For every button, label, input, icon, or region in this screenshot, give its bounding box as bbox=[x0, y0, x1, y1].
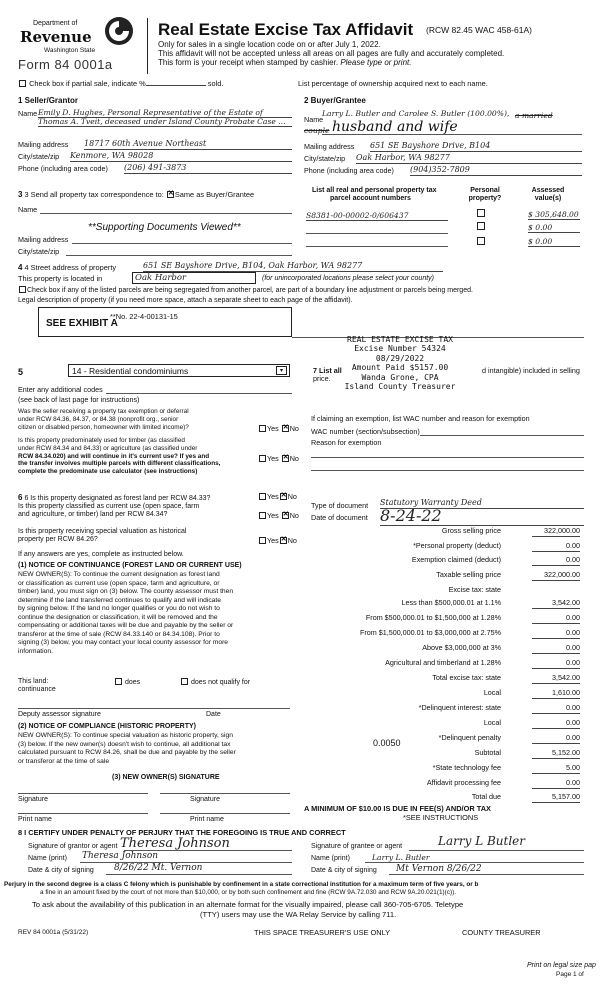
grantor-date-city[interactable]: 8/26/22 Mt. Vernon bbox=[114, 863, 203, 873]
sec3-city-line[interactable] bbox=[66, 255, 292, 256]
owner-print-label-2: Print name bbox=[190, 816, 224, 823]
sec3-city-label: City/state/zip bbox=[18, 247, 60, 256]
buyer-phone[interactable]: (904)352-7809 bbox=[410, 165, 582, 176]
grantor-date-label: Date & city of signing bbox=[28, 867, 94, 874]
exemption-yes-checkbox[interactable] bbox=[259, 425, 266, 432]
stamp-line-5: Wanda Grone, CPA bbox=[361, 372, 439, 382]
wac-reason-line[interactable] bbox=[311, 457, 584, 458]
sec7-label-c: d intangible) included in selling bbox=[482, 366, 580, 375]
wac-number-line[interactable] bbox=[420, 435, 584, 436]
this-land-label: This land: continuance bbox=[18, 678, 56, 694]
page-number: Page 1 of bbox=[556, 971, 584, 978]
located-label: This property is located in bbox=[18, 274, 103, 283]
seller-phone-label: Phone (including area code) bbox=[18, 164, 108, 173]
wac-heading: If claiming an exemption, list WAC number and reason for exemption bbox=[311, 414, 530, 423]
calc-row-value[interactable]: 3,542.00 bbox=[532, 674, 580, 684]
buyer-phone-label: Phone (including area code) bbox=[304, 166, 394, 175]
seller-city[interactable]: Kenmore, WA 98028 bbox=[70, 151, 292, 162]
timber-question: Is this property predominately used for timber (as classified under RCW 84.34 and 84.33) or agriculture (as classified under RCW 84.34.020) and will continue in it's current use? If yes and the transfer involves multiple parcels with different classifications, complete the predominate use calculator (see instructions) bbox=[18, 437, 221, 476]
doc-date[interactable]: 8-24-22 bbox=[380, 506, 584, 526]
print-legal-note: Print on legal size pap bbox=[527, 962, 596, 969]
calc-row-value[interactable]: 0.00 bbox=[532, 542, 580, 552]
sec7-label-b: price. bbox=[313, 374, 331, 383]
notice-compliance-heading: (2) NOTICE OF COMPLIANCE (HISTORIC PROPERTY) bbox=[18, 723, 196, 730]
seller-name-2[interactable]: Thomas A. Tveit, deceased under Island County Probate Case ... bbox=[38, 117, 292, 127]
calc-row-value[interactable]: 0.00 bbox=[532, 629, 580, 639]
grantor-name[interactable]: Theresa Johnson bbox=[82, 851, 159, 861]
timber-yes-checkbox[interactable] bbox=[259, 455, 266, 462]
seller-name-1[interactable]: Emily D. Hughes, Personal Representative of the Estate of bbox=[38, 108, 292, 118]
deputy-label: Deputy assessor signature bbox=[18, 711, 101, 718]
buyer-mailing[interactable]: 651 SE Bayshore Drive, B104 bbox=[370, 141, 582, 152]
grantee-signature[interactable]: Larry L Butler bbox=[438, 834, 526, 848]
exemption-question: Was the seller receiving a property tax exemption or deferral under RCW 84.36, 84.37, or 84.38 (nonprofit org., senior citizen or disabled person, homeowner with limited income)? bbox=[18, 408, 189, 431]
perjury-line-2: a fine in an amount fixed by the court of not more than $10,000, or by both such confinement and fine (RCW 9A.72.030 and RCW 9A.20.021(1)(c)). bbox=[40, 889, 456, 896]
sec7-label-a: 7 List all bbox=[313, 366, 342, 375]
calc-row-value[interactable]: 0.00 bbox=[532, 556, 580, 566]
owner-sig-line-1[interactable] bbox=[18, 793, 148, 794]
assessed-value-3[interactable]: $ 0.00 bbox=[528, 237, 580, 247]
wac-reason-label: Reason for exemption bbox=[311, 438, 382, 447]
header-note-3: This form is your receipt when stamped by cashier. Please type or print. bbox=[158, 58, 412, 67]
calc-row-label: Local bbox=[483, 688, 501, 697]
wac-number-label: WAC number (section/subsection) bbox=[311, 427, 420, 436]
buyer-strike-2: couple bbox=[304, 126, 330, 135]
personal-checkbox-3[interactable] bbox=[477, 237, 485, 245]
ownership-note: List percentage of ownership acquired next to each name. bbox=[298, 79, 488, 88]
minimum-fee-note: A MINIMUM OF $10.00 IS DUE IN FEE(S) AND/OR TAX bbox=[304, 804, 491, 813]
local-rate: 0.0050 bbox=[373, 738, 401, 748]
exemption-yes-no: Yes ✕ No bbox=[258, 425, 299, 434]
timber-no-checkbox[interactable] bbox=[282, 455, 289, 462]
current-use-yes-checkbox[interactable] bbox=[259, 512, 266, 519]
does-not-checkbox[interactable] bbox=[181, 678, 188, 685]
grantor-name-label: Name (print) bbox=[28, 855, 67, 862]
doc-type[interactable]: Statutory Warranty Deed bbox=[380, 498, 584, 509]
grantor-sig-label: Signature of grantor or agent bbox=[28, 843, 118, 850]
seller-mailing[interactable]: 18717 60th Avenue Northeast bbox=[84, 139, 292, 150]
unincorporated-note: (for unincorporated locations please select your county) bbox=[262, 275, 434, 282]
deputy-line[interactable] bbox=[18, 708, 290, 709]
calc-row-value[interactable]: 0.00 bbox=[532, 779, 580, 789]
buyer-city-label: City/state/zip bbox=[304, 154, 346, 163]
parcel-line-3[interactable] bbox=[306, 246, 448, 247]
calc-row-label: Agricultural and timberland at 1.28% bbox=[385, 658, 501, 667]
calc-row-label: Subtotal bbox=[474, 748, 501, 757]
segregated-row: Check box if any of the listed parcels are being segregated from another parcel, are part of a boundary line adjustment or parcels being merged. bbox=[18, 286, 473, 295]
forest-no-checkbox[interactable] bbox=[280, 493, 287, 500]
form-title: Real Estate Excise Tax Affidavit bbox=[158, 20, 414, 39]
grantee-name-line[interactable] bbox=[365, 862, 584, 863]
calc-row-label: Less than $500,000.01 at 1.1% bbox=[401, 598, 501, 607]
sec3-name-line[interactable] bbox=[40, 213, 292, 214]
timber-yes-no: Yes ✕ No bbox=[258, 455, 299, 464]
grantee-name[interactable]: Larry L. Butler bbox=[372, 853, 430, 862]
see-back-note: (see back of last page for instructions) bbox=[18, 395, 140, 404]
calc-row-label: *Personal property (deduct) bbox=[413, 541, 501, 550]
buyer-handwritten[interactable]: husband and wife bbox=[332, 119, 458, 135]
state-label: Washington State bbox=[44, 47, 96, 54]
calc-row-label: Excise tax: state bbox=[448, 585, 501, 594]
probate-file-number: **No. 22-4-00131-15 bbox=[110, 312, 178, 321]
new-owner-signature-heading: (3) NEW OWNER(S) SIGNATURE bbox=[112, 774, 220, 781]
sec3-name-label: Name bbox=[18, 205, 38, 214]
calc-row-label: Above $3,000,000 at 3% bbox=[422, 643, 501, 652]
notice-compliance-text: NEW OWNER(S): To continue special valuation as historic property, sign (3) below. If the new owner(s) doesn't wish to continue, all additional tax calculated pursuant to RCW 84.26, shall be due and payable by the seller or transferor at the time of sale bbox=[18, 732, 236, 765]
calc-row-label: Gross selling price bbox=[441, 526, 501, 535]
county-treasurer-label: COUNTY TREASURER bbox=[462, 928, 541, 937]
seller-phone[interactable]: (206) 491-3873 bbox=[124, 163, 292, 174]
sec3-heading: 3 3 Send all property tax correspondence to: ✕ Same as Buyer/Grantee bbox=[18, 190, 254, 200]
seller-name-label: Name bbox=[18, 109, 38, 118]
sec3-mailing-line[interactable] bbox=[72, 243, 292, 244]
buyer-heading: 2 Buyer/Grantee bbox=[304, 96, 366, 105]
calc-row-value[interactable]: 5,157.00 bbox=[532, 793, 580, 803]
stamp-line-3: 08/29/2022 bbox=[375, 353, 425, 363]
calc-row-label: Taxable selling price bbox=[436, 570, 501, 579]
does-checkbox[interactable] bbox=[115, 678, 122, 685]
sec4-heading: 4 4 Street address of property bbox=[18, 263, 117, 272]
personal-property-heading: Personal property? bbox=[468, 187, 502, 203]
owner-print-label-1: Print name bbox=[18, 816, 52, 823]
current-use-question: Is this property classified as current use (open space, farm and agriculture, or timber) land per RCW 84.34? bbox=[18, 503, 200, 519]
revenue-logo-icon bbox=[104, 16, 134, 46]
sec5-number: 5 bbox=[18, 367, 24, 377]
segregated-checkbox[interactable] bbox=[19, 286, 26, 293]
additional-codes-line[interactable] bbox=[106, 393, 292, 394]
buyer-strike-1: a married bbox=[515, 111, 553, 120]
alt-format-line-1: To ask about the availability of this publication in an alternate format for the visually impaired, please call 360-705-6705. Teletype bbox=[32, 900, 464, 909]
partial-sale-checkbox[interactable] bbox=[19, 80, 26, 87]
calc-row-label: Local bbox=[483, 718, 501, 727]
calc-row-label: *Delinquent penalty bbox=[438, 733, 501, 742]
grantor-date-line[interactable] bbox=[106, 874, 292, 875]
calc-row-value[interactable]: 0.00 bbox=[532, 719, 580, 729]
grantee-sig-label: Signature of grantee or agent bbox=[311, 843, 403, 850]
calc-row-label: Total due bbox=[471, 792, 501, 801]
street-address[interactable]: 651 SE Bayshore Drive, B104, Oak Harbor, WA 98277 bbox=[143, 261, 443, 272]
calc-row-label: From $1,500,000.01 to $3,000,000 at 2.75% bbox=[359, 628, 501, 637]
buyer-name-line bbox=[322, 134, 582, 135]
additional-codes-label: Enter any additional codes bbox=[18, 385, 103, 394]
calc-row-value[interactable]: 0.00 bbox=[532, 659, 580, 669]
seller-heading: 1 Seller/Grantor bbox=[18, 96, 79, 105]
does-not-qualify-row: does not qualify for bbox=[180, 678, 250, 687]
assessed-value-heading: Assessed value(s) bbox=[531, 187, 565, 203]
dept-label: Department of bbox=[33, 20, 78, 27]
owner-print-line-2[interactable] bbox=[160, 813, 290, 814]
buyer-mailing-label: Mailing address bbox=[304, 142, 355, 151]
seller-mailing-label: Mailing address bbox=[18, 140, 69, 149]
calc-row-label: *State technology fee bbox=[432, 763, 501, 772]
header-divider bbox=[147, 18, 148, 74]
stamp-line-4: Amount Paid $5157.00 bbox=[351, 363, 449, 373]
doc-type-label: Type of document bbox=[311, 501, 369, 510]
parcel-line-2[interactable] bbox=[306, 233, 448, 234]
doc-date-label: Date of document bbox=[311, 513, 368, 522]
partial-sale-row: Check box if partial sale, indicate % sold. bbox=[18, 80, 223, 89]
see-instructions: *SEE INSTRUCTIONS bbox=[403, 813, 479, 822]
calc-row-value[interactable]: 322,000.00 bbox=[532, 527, 580, 537]
calc-row-value[interactable]: 5,152.00 bbox=[532, 749, 580, 759]
calc-row-label: Total excise tax: state bbox=[432, 673, 501, 682]
land-use-dropdown-icon[interactable]: ▾ bbox=[276, 366, 287, 375]
calc-row-value[interactable]: 3,542.00 bbox=[532, 599, 580, 609]
stamp-line-1: REAL ESTATE EXCISE TAX bbox=[347, 335, 453, 344]
calc-row-value[interactable]: 0.00 bbox=[532, 644, 580, 654]
parcel-heading-1: List all real and personal property tax bbox=[312, 187, 437, 194]
parcel-heading-2: parcel account numbers bbox=[330, 195, 411, 202]
calc-row-label: From $500,000.01 to $1,500,000 at 1.28% bbox=[365, 613, 501, 622]
stamp-line-6: Island County Treasurer bbox=[344, 382, 456, 392]
sec3-mailing-label: Mailing address bbox=[18, 235, 69, 244]
if-any-yes: If any answers are yes, complete as instructed below. bbox=[18, 551, 184, 558]
header-note-2: This affidavit will not be accepted unless all areas on all pages are fully and accurately completed. bbox=[158, 49, 505, 58]
personal-checkbox-1[interactable] bbox=[477, 209, 485, 217]
revision-label: REV 84 0001a (5/31/22) bbox=[18, 929, 89, 936]
does-qualify-row: does bbox=[114, 678, 140, 687]
supporting-docs-stamp: **Supporting Documents Viewed** bbox=[88, 222, 241, 233]
location-city: Oak Harbor bbox=[135, 273, 187, 283]
buyer-name-label: Name bbox=[304, 115, 324, 124]
rcw-reference: (RCW 82.45 WAC 458-61A) bbox=[426, 25, 532, 35]
forest-question: 6 6 Is this property designated as forest land per RCW 84.33? bbox=[18, 493, 211, 502]
seller-city-label: City/state/zip bbox=[18, 152, 60, 161]
deputy-date-label: Date bbox=[206, 711, 221, 718]
exemption-no-checkbox[interactable] bbox=[282, 425, 289, 432]
buyer-name-1[interactable]: Larry L. Butler and Carolee S. Butler (100.00%), bbox=[322, 109, 510, 118]
grantee-name-label: Name (print) bbox=[311, 855, 350, 862]
grantee-date-city[interactable]: Mt Vernon 8/26/22 bbox=[396, 864, 482, 874]
grantee-sig-line[interactable] bbox=[409, 850, 584, 851]
calc-row-label: Exemption claimed (deduct) bbox=[411, 555, 501, 564]
calc-row-label: Affidavit processing fee bbox=[426, 778, 501, 787]
owner-sig-label-2: Signature bbox=[190, 796, 220, 803]
calc-row-value[interactable]: 0.00 bbox=[532, 734, 580, 744]
calc-row-value[interactable]: 1,610.00 bbox=[532, 689, 580, 699]
land-use-value: 14 - Residential condominiums bbox=[72, 366, 189, 376]
perjury-line-1: Perjury in the second degree is a class C felony which is punishable by confinement in a state correctional institution for a maximum term of five years, or b bbox=[4, 881, 479, 888]
owner-print-line-1[interactable] bbox=[18, 813, 148, 814]
stamp-line-2: Excise Number 54324 bbox=[354, 344, 446, 354]
grantor-signature[interactable]: Theresa Johnson bbox=[120, 836, 230, 851]
calc-row-value[interactable]: 322,000.00 bbox=[532, 571, 580, 581]
form-number: Form 84 0001a bbox=[18, 57, 113, 72]
treasurer-use-label: THIS SPACE TREASURER'S USE ONLY bbox=[254, 928, 391, 937]
see-exhibit: SEE EXHIBIT A bbox=[46, 318, 118, 329]
forest-yes-checkbox[interactable] bbox=[259, 493, 266, 500]
certification-heading: 8 I CERTIFY UNDER PENALTY OF PERJURY THAT THE FOREGOING IS TRUE AND CORRECT bbox=[18, 828, 346, 837]
notice-continuance-text: NEW OWNER(S): To continue the current designation as forest land or classification as current use (open space, farm and agriculture, or timber) land, you must sign on (3) below. The county assessor must then determine if the land transferred continues to qualify and will indicate by signing below. If the land no longer qualifies or you do not wish to continue the designation or classification, it will be removed and the compensating or additional taxes will be due and payable by the seller or transferor at the time of sale (RCW 84.33.140 or 84.34.108). Prior to signing (3) below, you may contact your local county assessor for more information. bbox=[18, 571, 234, 655]
alt-format-line-2: (TTY) users may use the WA Relay Service by calling 711. bbox=[200, 910, 397, 919]
historic-yes-no: Yes✕ No bbox=[258, 537, 297, 546]
current-use-yes-no: Yes ✕ No bbox=[258, 512, 299, 521]
calc-row-value[interactable]: 0.00 bbox=[532, 614, 580, 624]
calc-row-value[interactable]: 0.00 bbox=[532, 704, 580, 714]
assessed-value-1[interactable]: $ 305,648.00 bbox=[528, 210, 579, 219]
header-note-1: Only for sales in a single location code on or after July 1, 2022. bbox=[158, 40, 381, 49]
legal-description-label: Legal description of property (if you need more space, attach a separate sheet to each page of the affidavit). bbox=[18, 297, 353, 304]
parcel-number[interactable]: S8381-00-00002-0/606437 bbox=[306, 211, 448, 221]
grantee-date-label: Date & city of signing bbox=[311, 867, 377, 874]
historic-question: Is this property receiving special valuation as historical property per RCW 84.26? bbox=[18, 528, 187, 544]
forest-yes-no: Yes✕ No bbox=[258, 493, 297, 502]
personal-checkbox-2[interactable] bbox=[477, 222, 485, 230]
current-use-no-checkbox[interactable] bbox=[282, 512, 289, 519]
calc-row-value[interactable]: 5.00 bbox=[532, 764, 580, 774]
calc-row-label: *Delinquent interest: state bbox=[418, 703, 501, 712]
notice-continuance-heading: (1) NOTICE OF CONTINUANCE (FOREST LAND OR CURRENT USE) bbox=[18, 562, 242, 569]
same-as-buyer-checkbox[interactable] bbox=[167, 191, 174, 198]
assessed-value-2[interactable]: $ 0.00 bbox=[528, 223, 580, 233]
excise-stamp bbox=[330, 335, 470, 392]
wac-reason-line-2[interactable] bbox=[311, 470, 584, 471]
buyer-city[interactable]: Oak Harbor, WA 98277 bbox=[356, 153, 582, 164]
owner-sig-label-1: Signature bbox=[18, 796, 48, 803]
revenue-logo-word: Revenue bbox=[20, 28, 92, 46]
